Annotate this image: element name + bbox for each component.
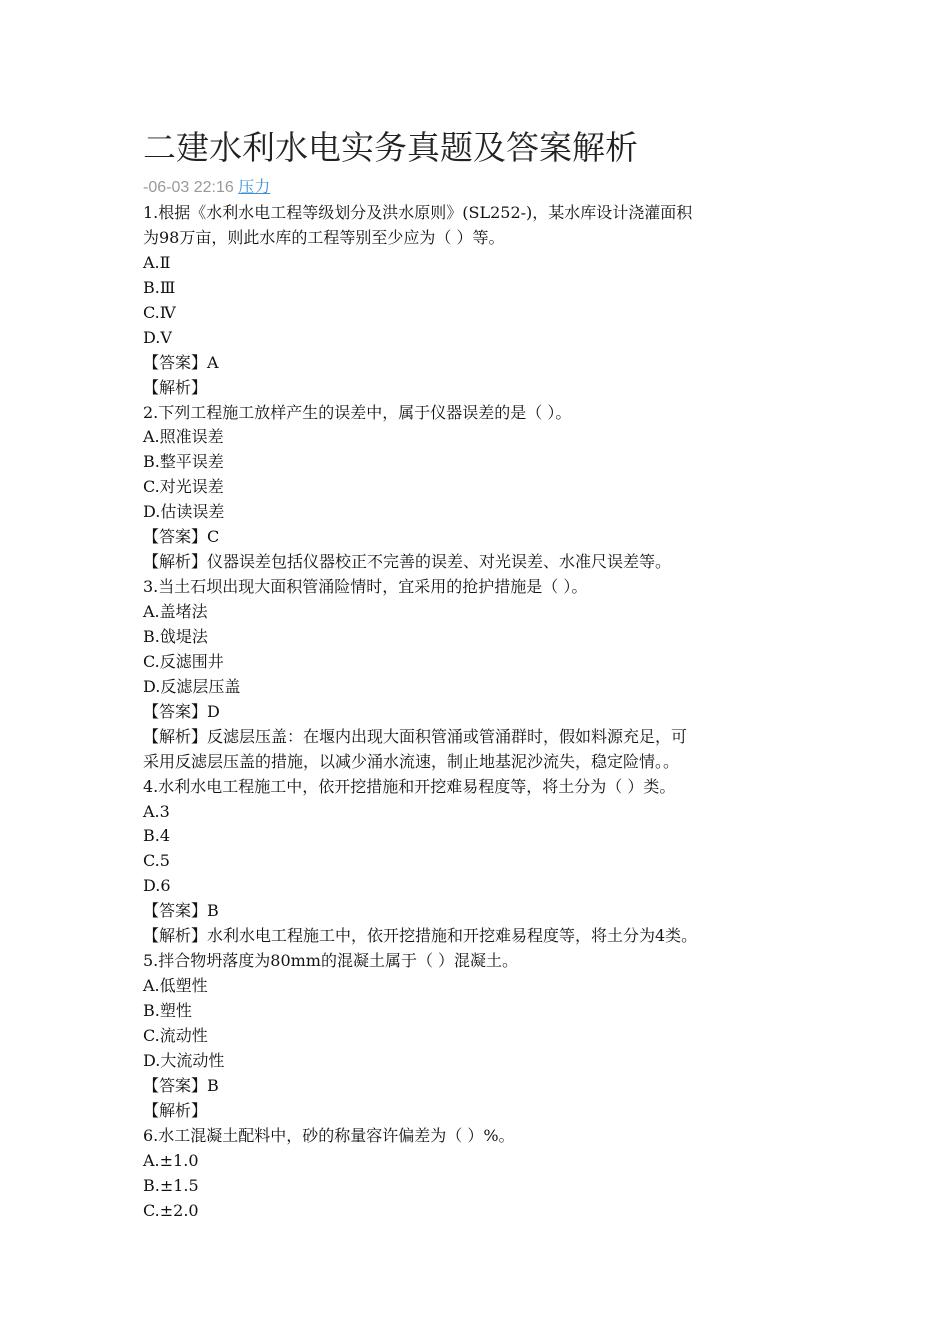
document-page	[143, 124, 823, 1223]
post-date: -06-03 22:16	[143, 179, 234, 196]
text-line: C.反滤围井	[143, 651, 224, 671]
text-line: A.3	[143, 801, 170, 821]
post-meta	[143, 174, 823, 201]
text-line: B.塑性	[143, 1001, 192, 1020]
text-line: 【解析】水利水电工程施工中，依开挖措施和开挖难易程度等，将土分为4类。	[143, 926, 698, 946]
text-line: A.Ⅱ	[143, 252, 171, 272]
text-line: 【答案】D	[143, 701, 220, 721]
text-line: B.整平误差	[143, 452, 224, 472]
text-line: A.盖堵法	[143, 602, 208, 621]
text-line: 3.当土石坝出现大面积管涌险情时，宜采用的抢护措施是（ ）。	[143, 577, 588, 597]
text-line: D.反滤层压盖	[143, 676, 241, 696]
text-line: C.±2.0	[143, 1200, 199, 1220]
text-line: B.4	[143, 826, 171, 846]
author-link[interactable]: 压力	[238, 177, 271, 196]
text-line: A.低塑性	[143, 976, 208, 996]
text-line: 【答案】C	[143, 527, 220, 547]
text-line: C.对光误差	[143, 477, 224, 497]
text-line: C.流动性	[143, 1025, 208, 1045]
page-title: 二建水利水电实务真题及答案解析	[143, 128, 638, 167]
text-line: A.±1.0	[143, 1150, 199, 1170]
text-line: 5.拌合物坍落度为80mm的混凝土属于（ ）混凝土。	[143, 951, 519, 971]
text-line: B.Ⅲ	[143, 277, 176, 297]
text-line: D.估读误差	[143, 502, 225, 522]
text-line: 【解析】	[143, 1100, 208, 1120]
text-line: C.5	[143, 851, 170, 871]
text-line: 【解析】反滤层压盖：在堰内出现大面积管涌或管涌群时，假如料源充足，可	[143, 726, 688, 746]
text-line: 【答案】B	[143, 1075, 219, 1095]
text-line: 【解析】	[143, 377, 208, 397]
text-line: 【解析】仪器误差包括仪器校正不完善的误差、对光误差、水准尺误差等。	[143, 552, 672, 572]
text-line: B.±1.5	[143, 1175, 199, 1195]
text-line: C.Ⅳ	[143, 302, 176, 322]
text-line: D.大流动性	[143, 1050, 225, 1070]
text-line: 1.根据《水利水电工程等级划分及洪水原则》(SL252-)，某水库设计浇灌面积	[143, 203, 693, 222]
text-line: 采用反滤层压盖的措施，以减少涌水流速，制止地基泥沙流失，稳定险情。。	[143, 751, 680, 771]
text-line: D.6	[143, 876, 171, 896]
text-line: 6.水工混凝土配料中，砂的称量容许偏差为（ ）%。	[143, 1125, 515, 1145]
text-line: 4.水利水电工程施工中，依开挖措施和开挖难易程度等，将土分为（ ）类。	[143, 776, 676, 796]
text-line: 为98万亩，则此水库的工程等别至少应为（ ）等。	[143, 227, 505, 247]
text-line: D.Ⅴ	[143, 327, 172, 347]
document-body	[143, 201, 823, 1223]
text-line: 【答案】A	[143, 352, 219, 372]
text-line: 【答案】B	[143, 901, 219, 921]
text-line: 2.下列工程施工放样产生的误差中，属于仪器误差的是（ ）。	[143, 402, 572, 422]
text-line: A.照准误差	[143, 427, 224, 447]
text-line: B.戗堤法	[143, 626, 208, 646]
